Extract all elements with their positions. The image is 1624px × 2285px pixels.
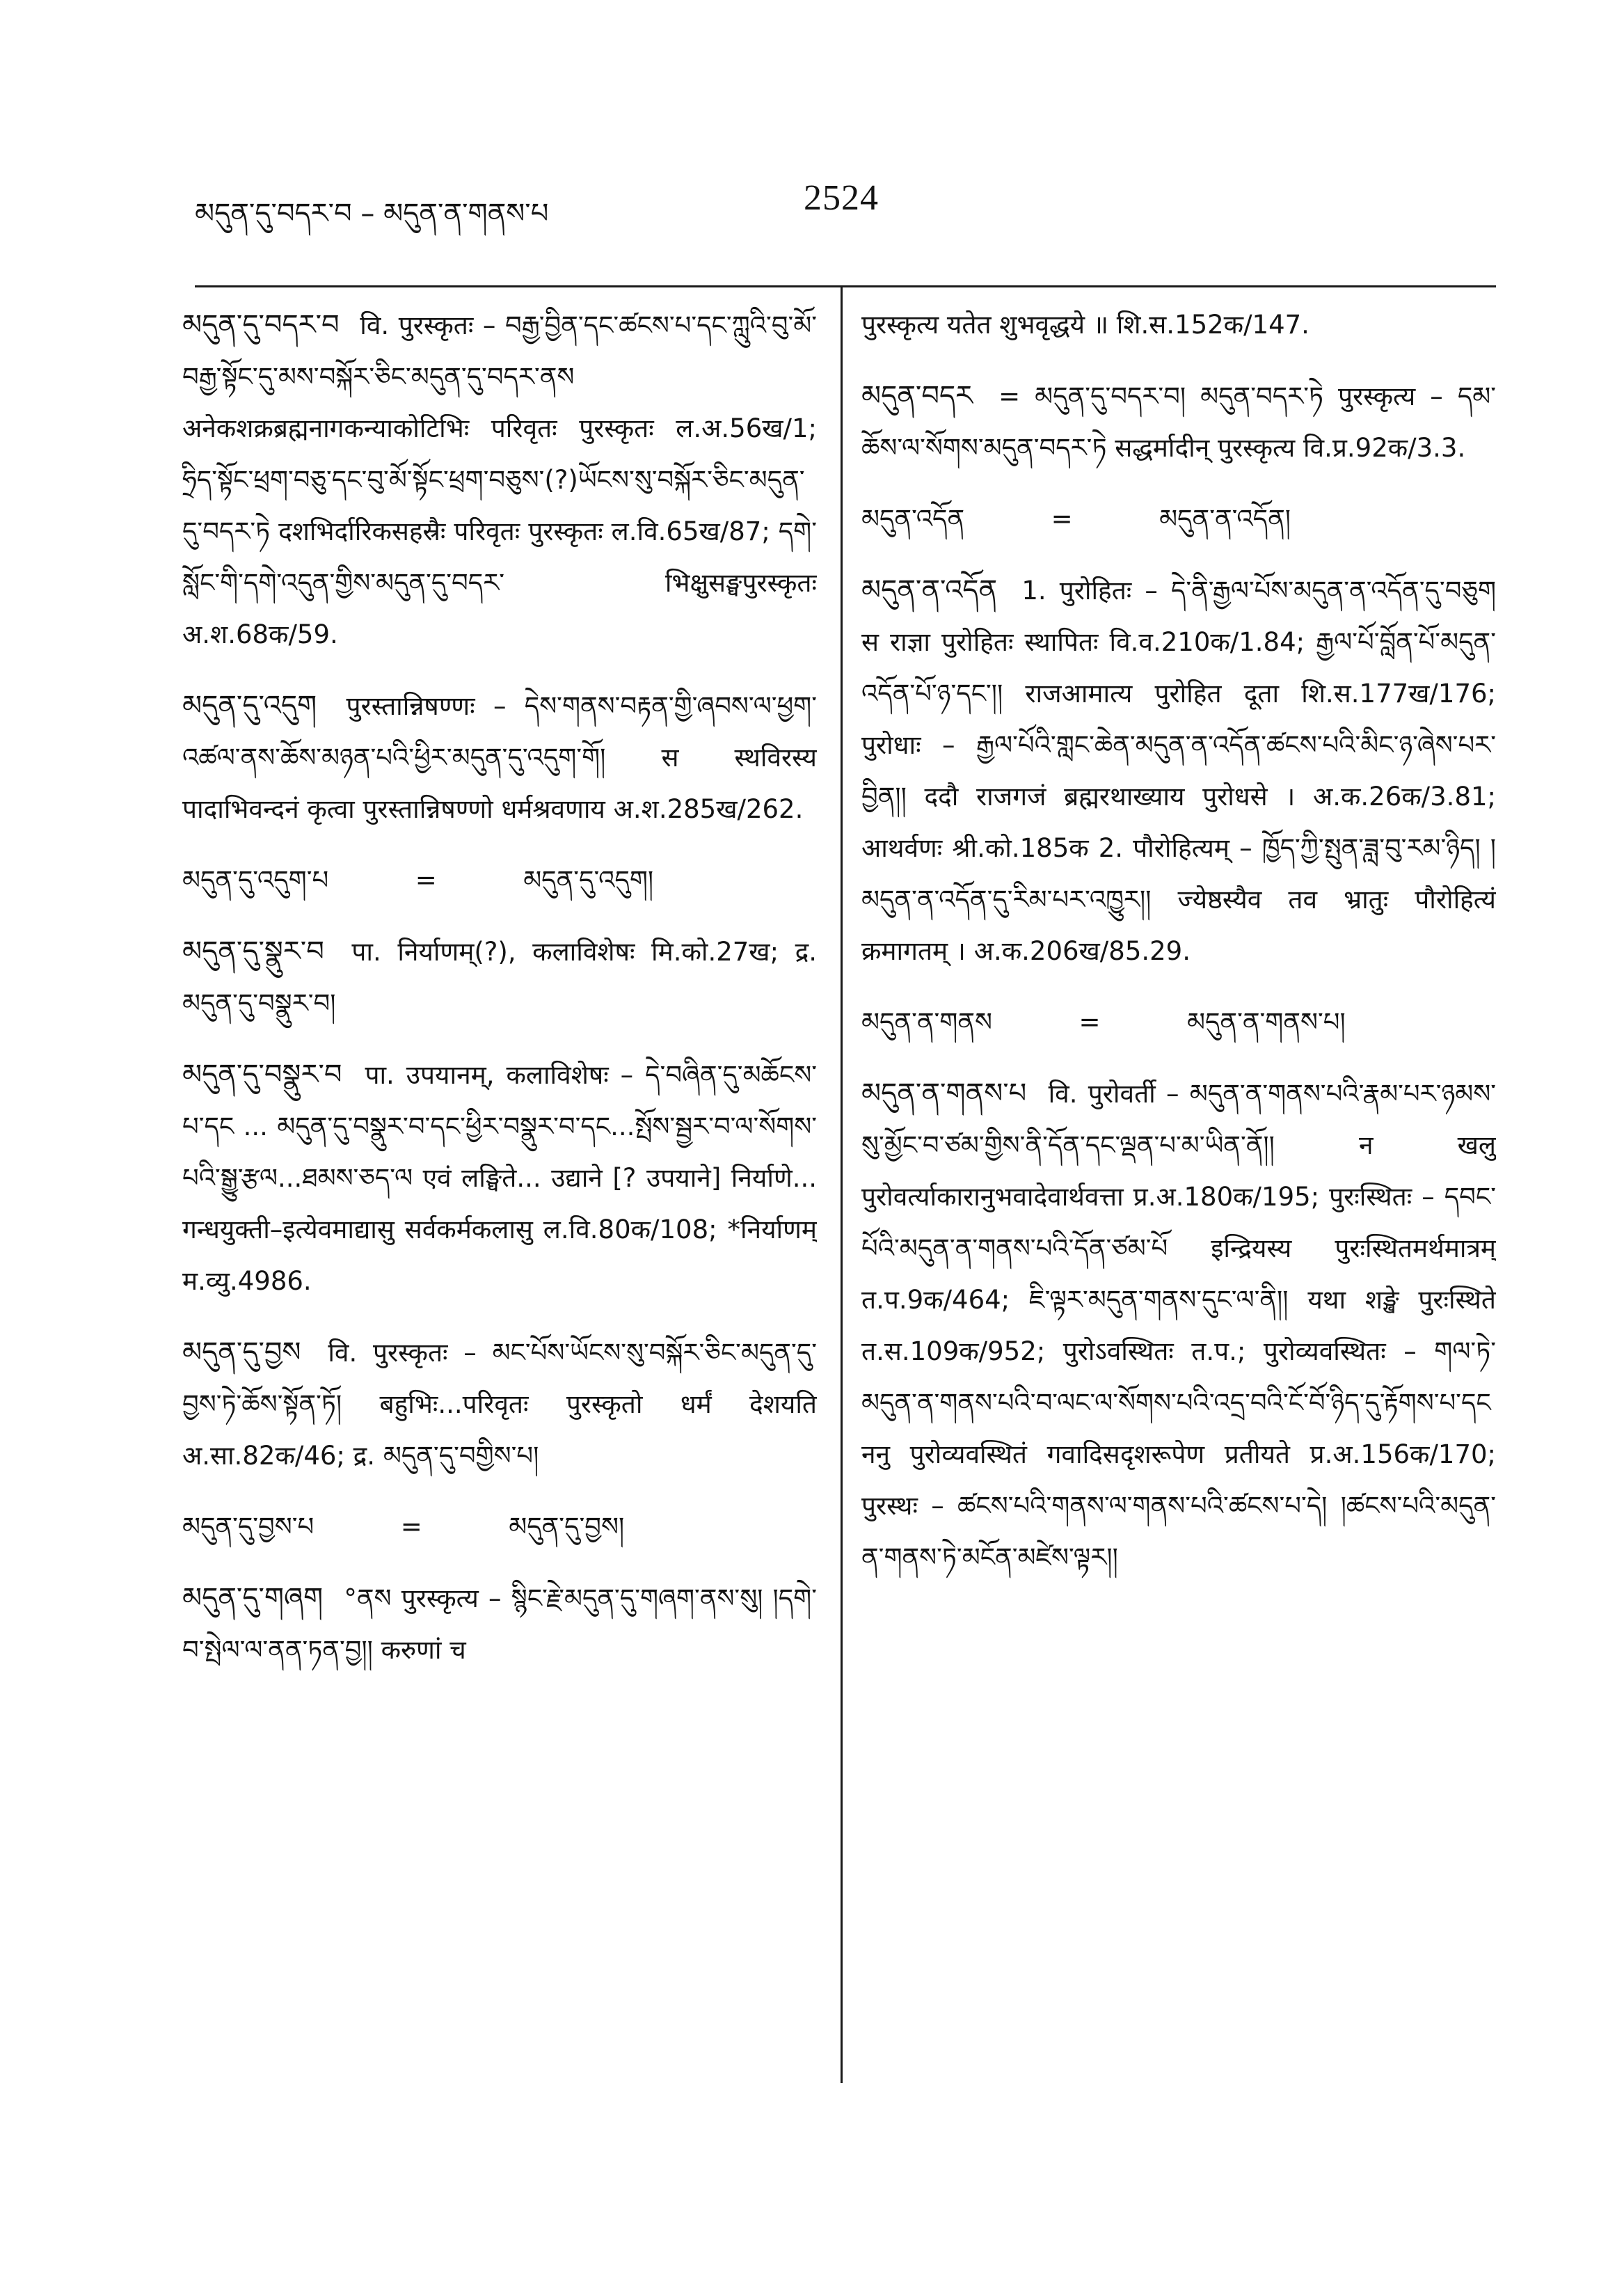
dictionary-entry-continued <box>861 299 1496 351</box>
dictionary-entry <box>182 1049 817 1307</box>
xref-equals: = <box>1078 1007 1101 1037</box>
entry-headword: མདུན་དུ་བདར་བ <box>182 309 340 341</box>
cross-reference <box>182 1501 817 1553</box>
xref-headword: མདུན་དུ་འདུག་པ <box>182 865 329 895</box>
page-header <box>195 177 1443 230</box>
entry-body: पुरस्तान्निषण्णः – དེས་གནས་བརྟན་གྱི་ཞབས་ལ་ཕྱག་འཚལ་ནས་ཆོས་མཉན་པའི་ཕྱིར་མདུན་དུ་འདུག་གོ། स स्थविरस्य पादाभिवन्दनं कृत्वा पुरस्तान्निषण्णो धर्मश्रवणाय अ.श.285ख/262. <box>182 691 817 824</box>
dictionary-entry <box>182 299 817 661</box>
running-head: མདུན་དུ་བདར་བ – མདུན་ན་གནས་པ <box>195 198 549 230</box>
page-number: 2524 <box>804 178 879 218</box>
xref-equals: = <box>415 865 437 895</box>
entry-headword: མདུན་ན་གནས་པ <box>861 1077 1027 1109</box>
xref-headword: མདུན་དུ་བྱས་པ <box>182 1512 315 1542</box>
header-rule <box>195 285 1496 287</box>
right-column <box>861 299 1496 2081</box>
entry-headword: མདུན་བདར <box>861 380 973 412</box>
xref-headword: མདུན་འདོན <box>861 504 965 534</box>
entry-body: पा. निर्याणम्(?), कलाविशेषः मि.को.27ख; द्र. མདུན་དུ་བསྣུར་བ། <box>182 937 817 1018</box>
entry-body: °ནས पुरस्कृत्य – སྙིང་རྗེ་མདུན་དུ་གཞག་ནས་སུ། །དགེ་བ་སྤེལ་ལ་ནན་ཏན་བྱ།། करुणां च <box>182 1583 817 1665</box>
entry-body: 1. पुरोहितः – དེ་ནི་རྒྱལ་པོས་མདུན་ན་འདོན་དུ་བཅུག स राज्ञा पुरोहितः स्थापितः वि.व.210क/1.84; རྒྱལ་པོ་བློན་པོ་མདུན་འདོན་པོ་ཉ་དང་།། राजआमात्य पुरोहित दूता शि.स.177ख/176; पुरोधाः – རྒྱལ་པོའི་གླང་ཆེན་མདུན་ན་འདོན་ཚངས་པའི་མིང་ཉ་ཞེས་པར་བྱིན།། ददौ राजगजं ब्रह्मरथाख्याय पुरोधसे । अ.क.26क/3.81; आथर्वणः श्री.को.185क 2. पौरोहित्यम् – ཁྱོད་ཀྱི་སྤུན་ཟླ་བུ་རམ་ཉིད། །མདུན་ན་འདོན་དུ་རིམ་པར་འཁྱུར།། ज्येष्ठस्यैव तव भ्रातुः पौरोहित्यं क्रमागतम् । अ.क.206ख/85.29. <box>861 576 1496 966</box>
cross-reference <box>861 997 1496 1048</box>
entry-body: वि. पुरोवर्ती – མདུན་ན་གནས་པའི་རྣམ་པར་ཉམས་སུ་མྱོང་བ་ཙམ་གྱིས་ནི་དོན་དང་ལྡན་པ་མ་ཡིན་ནོ།། न खलु पुरोवर्त्याकारानुभवादेवार्थवत्ता प्र.अ.180क/195; पुरःस्थितः – དབང་པོའི་མདུན་ན་གནས་པའི་དོན་ཙམ་པོ इन्द्रियस्य पुरःस्थितमर्थमात्रम् त.प.9क/464; ཇི་ལྟར་མདུན་གནས་དུང་ལ་ནི།། यथा शङ्खे पुरःस्थिते त.स.109क/952; पुरोऽवस्थितः त.प.; पुरोव्यवस्थितः – གལ་ཏེ་མདུན་ན་གནས་པའི་བ་ལང་ལ་སོགས་པའི་འདྲ་བའི་ངོ་བོ་ཉིད་དུ་རྟོགས་པ་དང ननु पुरोव्यवस्थितं गवादिसदृशरूपेण प्रतीयते प्र.अ.156क/170; पुरस्थः – ཚངས་པའི་གནས་ལ་གནས་པའི་ཚངས་པ་དེ། །ཚངས་པའི་མདུན་ན་གནས་ཏེ་མངོན་མཛེས་ལྟར།། <box>861 1079 1496 1572</box>
xref-target: མདུན་དུ་བྱས། <box>509 1512 625 1542</box>
dictionary-entry <box>861 564 1496 977</box>
entry-headword: མདུན་དུ་འདུག <box>182 690 317 722</box>
left-column <box>182 299 817 2081</box>
xref-equals: = <box>400 1512 422 1542</box>
entry-body: पा. उपयानम्, कलाविशेषः – དེ་བཞིན་དུ་མཆོངས་པ་དང ... མདུན་དུ་བསྣུར་བ་དང་ཕྱིར་བསྣུར་བ་དང...སྤོས་སྦྱར་བ་ལ་སོགས་པའི་སྒྱུ་རྩལ...ཐམས་ཅད་ལ एवं लङ्घिते... उद्याने [? उपयाने] निर्याणे... गन्धयुक्ती–इत्येवमाद्यासु सर्वकर्मकलासु ल.वि.80क/108; *निर्याणम् म.व्यु.4986. <box>182 1060 817 1296</box>
dictionary-entry <box>182 1572 817 1676</box>
dictionary-entry <box>861 1068 1496 1583</box>
xref-target: མདུན་ན་འདོན། <box>1159 504 1291 534</box>
cross-reference <box>861 493 1496 545</box>
xref-equals: = <box>1051 504 1073 534</box>
entry-headword: མདུན་ན་འདོན <box>861 574 998 606</box>
entry-headword: མདུན་དུ་བསྣུར་བ <box>182 1059 342 1091</box>
entry-headword: མདུན་དུ་གཞག <box>182 1582 324 1614</box>
dictionary-entry <box>182 680 817 835</box>
entry-headword: མདུན་དུ་བྱས <box>182 1336 301 1368</box>
entry-body: = མདུན་དུ་བདར་བ། མདུན་བདར་ཏེ पुरस्कृत्य – དམ་ཆོས་ལ་སོགས་མདུན་བདར་ཏེ सद्धर्मादीन् पुरस्कृत्य वि.प्र.92क/3.3. <box>861 381 1496 463</box>
entry-body: वि. पुरस्कृतः – མང་པོས་ཡོངས་སུ་བསྐོར་ཅིང་མདུན་དུ་བྱས་ཏེ་ཆོས་སྟོན་ཏོ། बहुभिः...परिवृतः पुरस्कृतो धर्मं देशयति अ.सा.82क/46; द्र. མདུན་དུ་བགྱིས་པ། <box>182 1338 817 1471</box>
entry-body: वि. पुरस्कृतः – བརྒྱ་བྱིན་དང་ཚངས་པ་དང་ཀླུའི་བུ་མོ་བརྒྱ་སྟོང་དུ་མས་བསྐོར་ཅིང་མདུན་དུ་བདར་ནས अनेकशक्रब्रह्मनागकन्याकोटिभिः परिवृतः पुरस्कृतः ल.अ.56ख/1; ཧྲིད་སྟོང་ཕྲག་བཅུ་དང་བུ་མོ་སྟོང་ཕྲག་བཅུས་(?)ཡོངས་སུ་བསྐོར་ཅིང་མདུན་དུ་བདར་ཏེ दशभिर्दारिकसहस्रैः परिवृतः पुरस्कृतः ल.वि.65ख/87; དགེ་སློང་གི་དགེ་འདུན་གྱིས་མདུན་དུ་བདར་ भिक्षुसङ्घपुरस्कृतः अ.श.68क/59. <box>182 310 817 649</box>
xref-target: མདུན་ན་གནས་པ། <box>1187 1007 1346 1037</box>
xref-headword: མདུན་ན་གནས <box>861 1007 992 1037</box>
xref-target: མདུན་དུ་འདུག། <box>523 865 654 895</box>
entry-headword: མདུན་དུ་སྣུར་བ <box>182 935 324 967</box>
dictionary-entry <box>182 1327 817 1482</box>
dictionary-entry <box>861 370 1496 474</box>
entry-body: पुरस्कृत्य यतेत शुभवृद्धये ॥ शि.स.152क/147. <box>861 310 1309 340</box>
column-divider <box>841 287 843 2083</box>
dictionary-entry <box>182 926 817 1029</box>
cross-reference <box>182 855 817 906</box>
